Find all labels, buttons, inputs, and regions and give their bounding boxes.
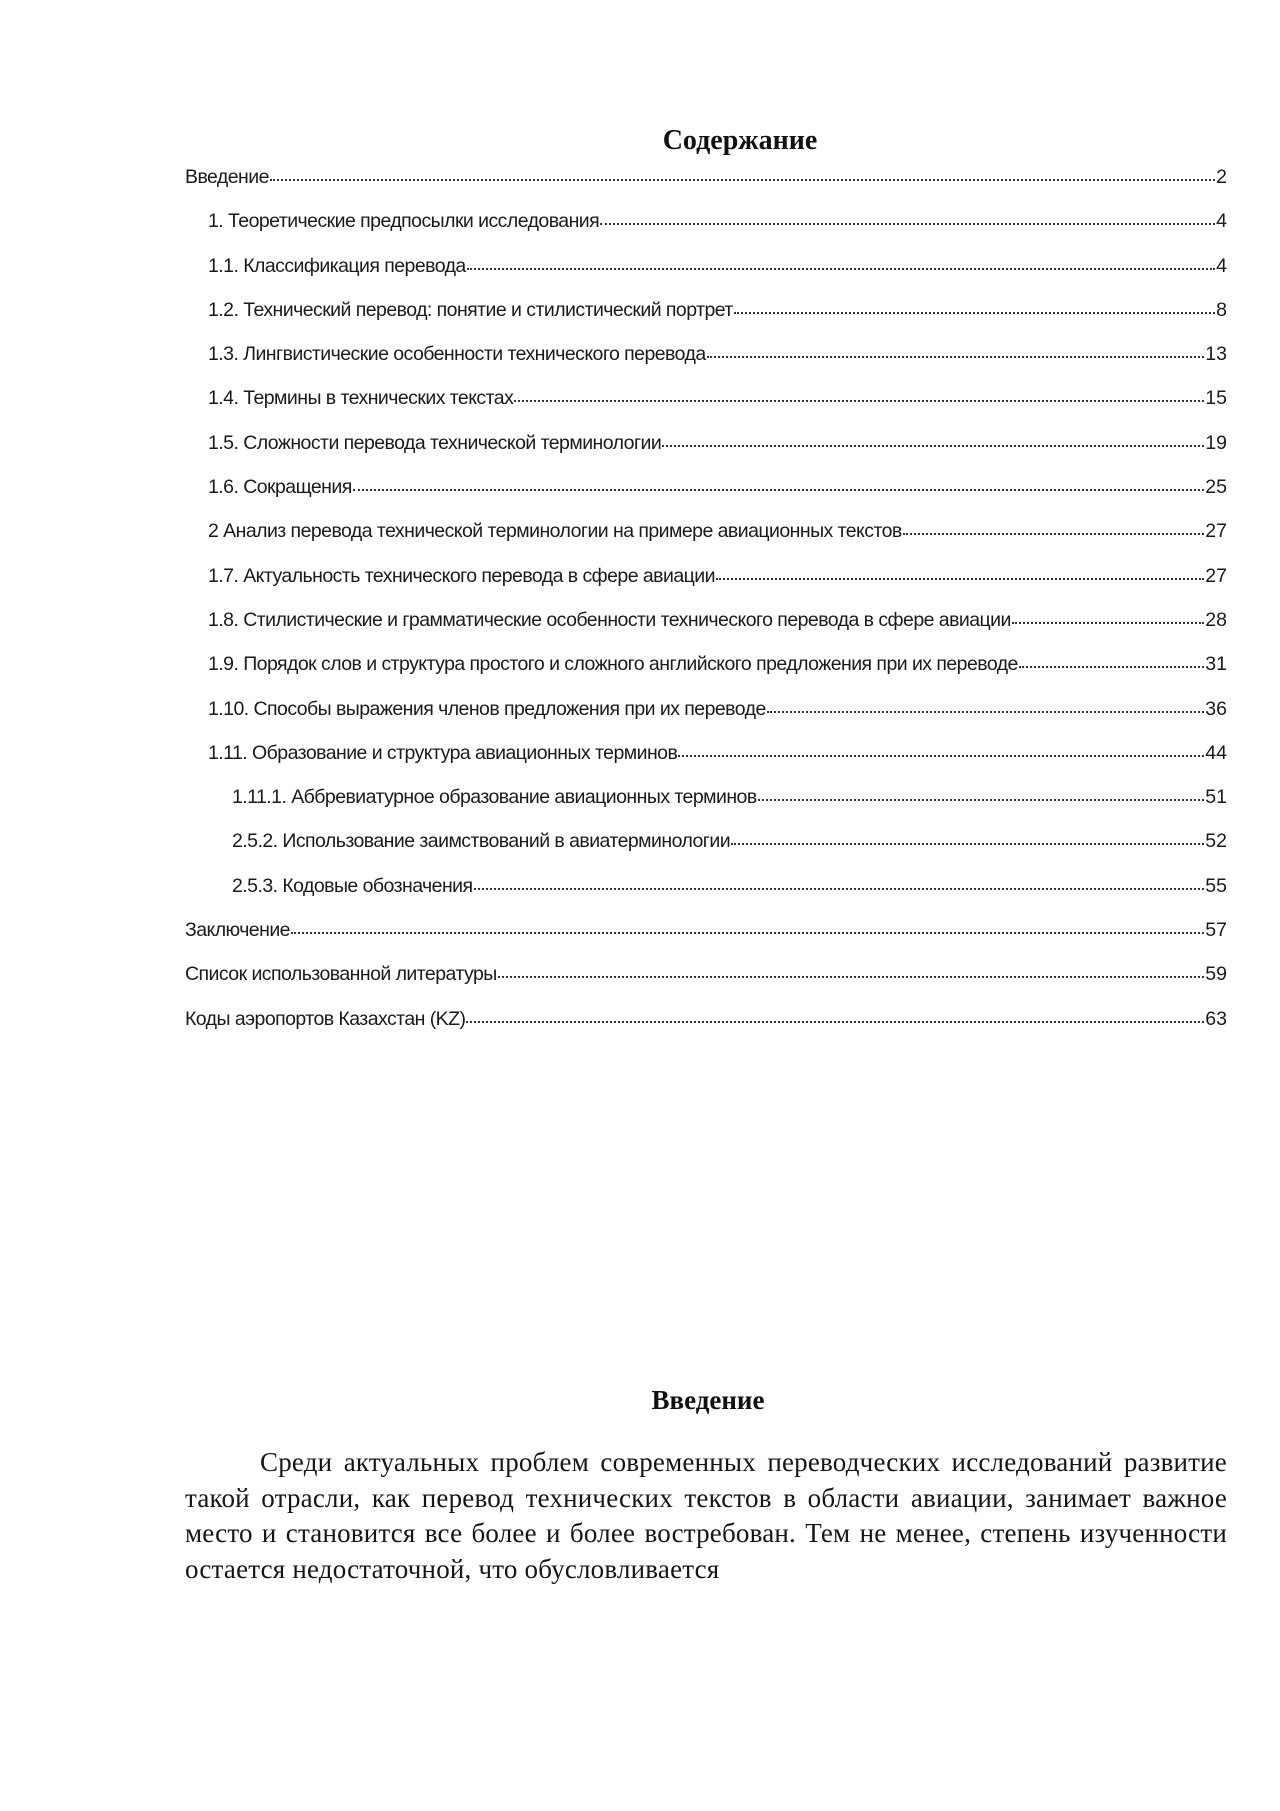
toc-entry-1-7[interactable] (185, 562, 1227, 606)
toc-entry-page: 57 (1205, 919, 1227, 942)
toc-entry-page: 59 (1205, 963, 1227, 986)
dot-leader (767, 696, 1205, 716)
dot-leader (291, 917, 1204, 937)
dot-leader (514, 385, 1204, 405)
toc-entry-page: 31 (1205, 653, 1227, 676)
dot-leader (474, 873, 1205, 893)
toc-entry-bibliography[interactable] (185, 960, 1227, 1004)
toc-entry-title: 1.5. Сложности перевода технической терминологии (208, 431, 662, 454)
toc-entry-title: 1.4. Термины в технических текстах (208, 387, 514, 410)
dot-leader (1012, 607, 1204, 627)
dot-leader (678, 740, 1204, 760)
toc-entry-title: 1.7. Актуальность технического перевода в сфере авиации (208, 564, 715, 587)
toc-entry-page: 25 (1205, 476, 1227, 499)
introduction-heading: Введение (651, 1385, 765, 1415)
toc-entry-page: 52 (1205, 830, 1227, 853)
toc-entry-page: 8 (1216, 298, 1227, 321)
toc-entry-page: 27 (1205, 564, 1227, 587)
toc-entry-title: 1.6. Сокращения (208, 476, 352, 499)
toc-entry-page: 13 (1205, 343, 1227, 366)
toc-entry-2-5-3[interactable] (185, 872, 1227, 916)
toc-entry-title: Коды аэропортов Казахстан (KZ) (185, 1007, 466, 1030)
toc-entry-1-11[interactable] (185, 739, 1227, 783)
table-of-contents (185, 163, 1227, 1049)
toc-entry-title: 1.1. Классификация перевода (208, 254, 466, 277)
dot-leader (467, 253, 1215, 273)
toc-entry-1-3[interactable] (185, 340, 1227, 384)
toc-entry-1-2[interactable] (185, 296, 1227, 340)
toc-entry-1-4[interactable] (185, 384, 1227, 428)
toc-entry-page: 36 (1205, 697, 1227, 720)
dot-leader (716, 563, 1204, 583)
toc-entry-title: 2.5.3. Кодовые обозначения (232, 874, 473, 897)
toc-entry-1-9[interactable] (185, 650, 1227, 694)
toc-entry-page: 44 (1205, 741, 1227, 764)
toc-entry-1-1[interactable] (185, 252, 1227, 296)
toc-entry-title: 1.11.1. Аббревиатурное образование авиационных терминов (232, 786, 757, 809)
dot-leader (600, 208, 1215, 228)
toc-entry-title: 1.8. Стилистические и грамматические особенности технического перевода в сфере авиации (208, 608, 1011, 631)
toc-entry-title: Заключение (185, 919, 290, 942)
toc-entry-page: 15 (1205, 387, 1227, 410)
toc-entry-1-6[interactable] (185, 473, 1227, 517)
toc-entry-title: 1.3. Лингвистические особенности технического перевода (208, 343, 706, 366)
toc-heading: Содержание (662, 125, 818, 156)
toc-entry-airport-codes[interactable] (185, 1005, 1227, 1049)
toc-entry-page: 4 (1216, 210, 1227, 233)
toc-entry-2-5-2[interactable] (185, 827, 1227, 871)
toc-entry-chapter-2[interactable] (185, 517, 1227, 561)
toc-entry-title: Список использованной литературы (185, 963, 497, 986)
toc-entry-page: 27 (1205, 520, 1227, 543)
toc-entry-page: 19 (1205, 431, 1227, 454)
dot-leader (498, 961, 1205, 981)
toc-entry-introduction[interactable] (185, 163, 1227, 207)
toc-entry-1-8[interactable] (185, 606, 1227, 650)
toc-entry-1-10[interactable] (185, 695, 1227, 739)
toc-entry-page: 51 (1205, 786, 1227, 809)
toc-entry-title: 1.2. Технический перевод: понятие и стилистический портрет (208, 298, 733, 321)
dot-leader (903, 518, 1205, 538)
toc-entry-page: 4 (1216, 254, 1227, 277)
toc-entry-title: 1.10. Способы выражения членов предложения при их переводе (208, 697, 766, 720)
toc-entry-title: 1.11. Образование и структура авиационных терминов (208, 741, 678, 764)
toc-entry-1-11-1[interactable] (185, 783, 1227, 827)
dot-leader (353, 474, 1205, 494)
toc-entry-1-5[interactable] (185, 429, 1227, 473)
dot-leader (270, 164, 1215, 184)
dot-leader (1019, 651, 1204, 671)
dot-leader (731, 828, 1204, 848)
toc-entry-title: 1. Теоретические предпосылки исследования (208, 210, 600, 233)
toc-entry-chapter-1[interactable] (185, 207, 1227, 251)
toc-entry-page: 2 (1216, 166, 1227, 188)
toc-entry-title: Введение (185, 166, 269, 188)
introduction-paragraph: Среди актуальных проблем современных переводческих исследований развитие такой отрасли, как перевод технических текстов в области авиации, занимает важное место и становится все более и более востребован. Тем не менее, степень изученности остается недостаточной, что обусловливается (185, 1447, 1227, 1584)
dot-leader (734, 297, 1215, 317)
toc-entry-page: 28 (1205, 608, 1227, 631)
toc-entry-page: 63 (1205, 1007, 1227, 1030)
toc-entry-title: 1.9. Порядок слов и структура простого и сложного английского предложения при их переводе (208, 653, 1018, 676)
dot-leader (662, 430, 1204, 450)
toc-entry-title: 2 Анализ перевода технической терминологии на примере авиационных текстов (208, 520, 902, 543)
dot-leader (758, 784, 1205, 804)
toc-entry-page: 55 (1205, 874, 1227, 897)
dot-leader (466, 1006, 1204, 1026)
dot-leader (707, 341, 1205, 361)
toc-entry-title: 2.5.2. Использование заимствований в авиатерминологии (232, 830, 731, 853)
toc-entry-conclusion[interactable] (185, 916, 1227, 960)
